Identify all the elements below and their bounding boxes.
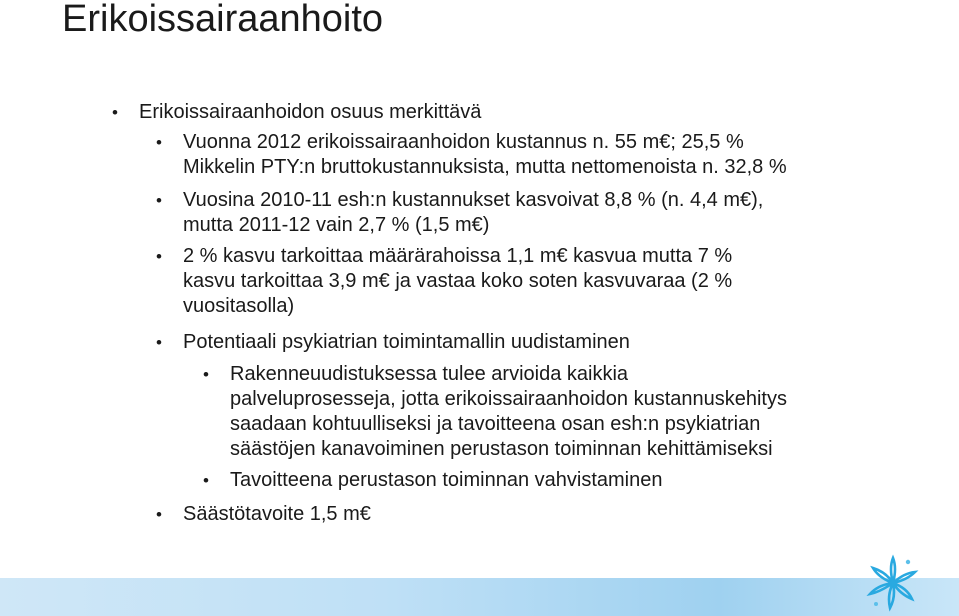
bullet-text-line: Mikkelin PTY:n bruttokustannuksista, mutta nettomenoista n. 32,8 %: [183, 156, 787, 178]
bullet-text-line: säästöjen kanavoiminen perustason toiminnan kehittämiseksi: [230, 438, 773, 460]
bullet-item: [156, 244, 733, 319]
bullet-item: [156, 188, 764, 238]
bullet-dot: •: [156, 133, 162, 152]
bullet-text-line: vuositasolla): [183, 295, 295, 317]
bullet-text: Erikoissairaanhoidon osuus merkittävä: [139, 101, 482, 123]
bullet-text-line: mutta 2011-12 vain 2,7 % (1,5 m€): [183, 214, 490, 236]
bullet-item: [203, 468, 663, 493]
bullet-text-line: saadaan kohtuulliseksi ja tavoitteena osan esh:n psykiatrian: [230, 413, 761, 435]
bullet-dot: •: [112, 103, 118, 122]
bullet-text-line: Rakenneuudistuksessa tulee arvioida kaikkia: [230, 363, 629, 385]
bullet-text-line: 2 % kasvu tarkoittaa määrärahoissa 1,1 m€ kasvua mutta 7 %: [183, 245, 733, 267]
bullet-dot: •: [156, 333, 162, 352]
bullet-text: Tavoitteena perustason toiminnan vahvistaminen: [230, 469, 663, 491]
footer-band: [0, 578, 959, 616]
bullet-item: [203, 362, 787, 462]
bullet-dot: •: [203, 471, 209, 490]
bullet-text-line: kasvu tarkoittaa 3,9 m€ ja vastaa koko soten kasvuvaraa (2 %: [183, 270, 733, 292]
bullet-dot: •: [156, 505, 162, 524]
bullet-dot: •: [203, 365, 209, 384]
bullet-item: [156, 130, 787, 180]
bullet-item: [156, 502, 371, 527]
bullet-dot: •: [156, 247, 162, 266]
bullet-text-line: Vuonna 2012 erikoissairaanhoidon kustannus n. 55 m€; 25,5 %: [183, 131, 744, 153]
bullet-text-line: palveluprosesseja, jotta erikoissairaanhoidon kustannuskehitys: [230, 388, 787, 410]
slide-title: Erikoissairaanhoito: [62, 0, 384, 40]
bullet-text: Potentiaali psykiatrian toimintamallin uudistaminen: [183, 331, 630, 353]
bullet-item: [112, 100, 482, 125]
bullet-text-line: Vuosina 2010-11 esh:n kustannukset kasvoivat 8,8 % (n. 4,4 m€),: [183, 189, 764, 211]
bullet-text: Säästötavoite 1,5 m€: [183, 503, 371, 525]
bullet-item: [156, 330, 630, 355]
star-flower-logo-icon: [862, 552, 924, 614]
bullet-dot: •: [156, 191, 162, 210]
